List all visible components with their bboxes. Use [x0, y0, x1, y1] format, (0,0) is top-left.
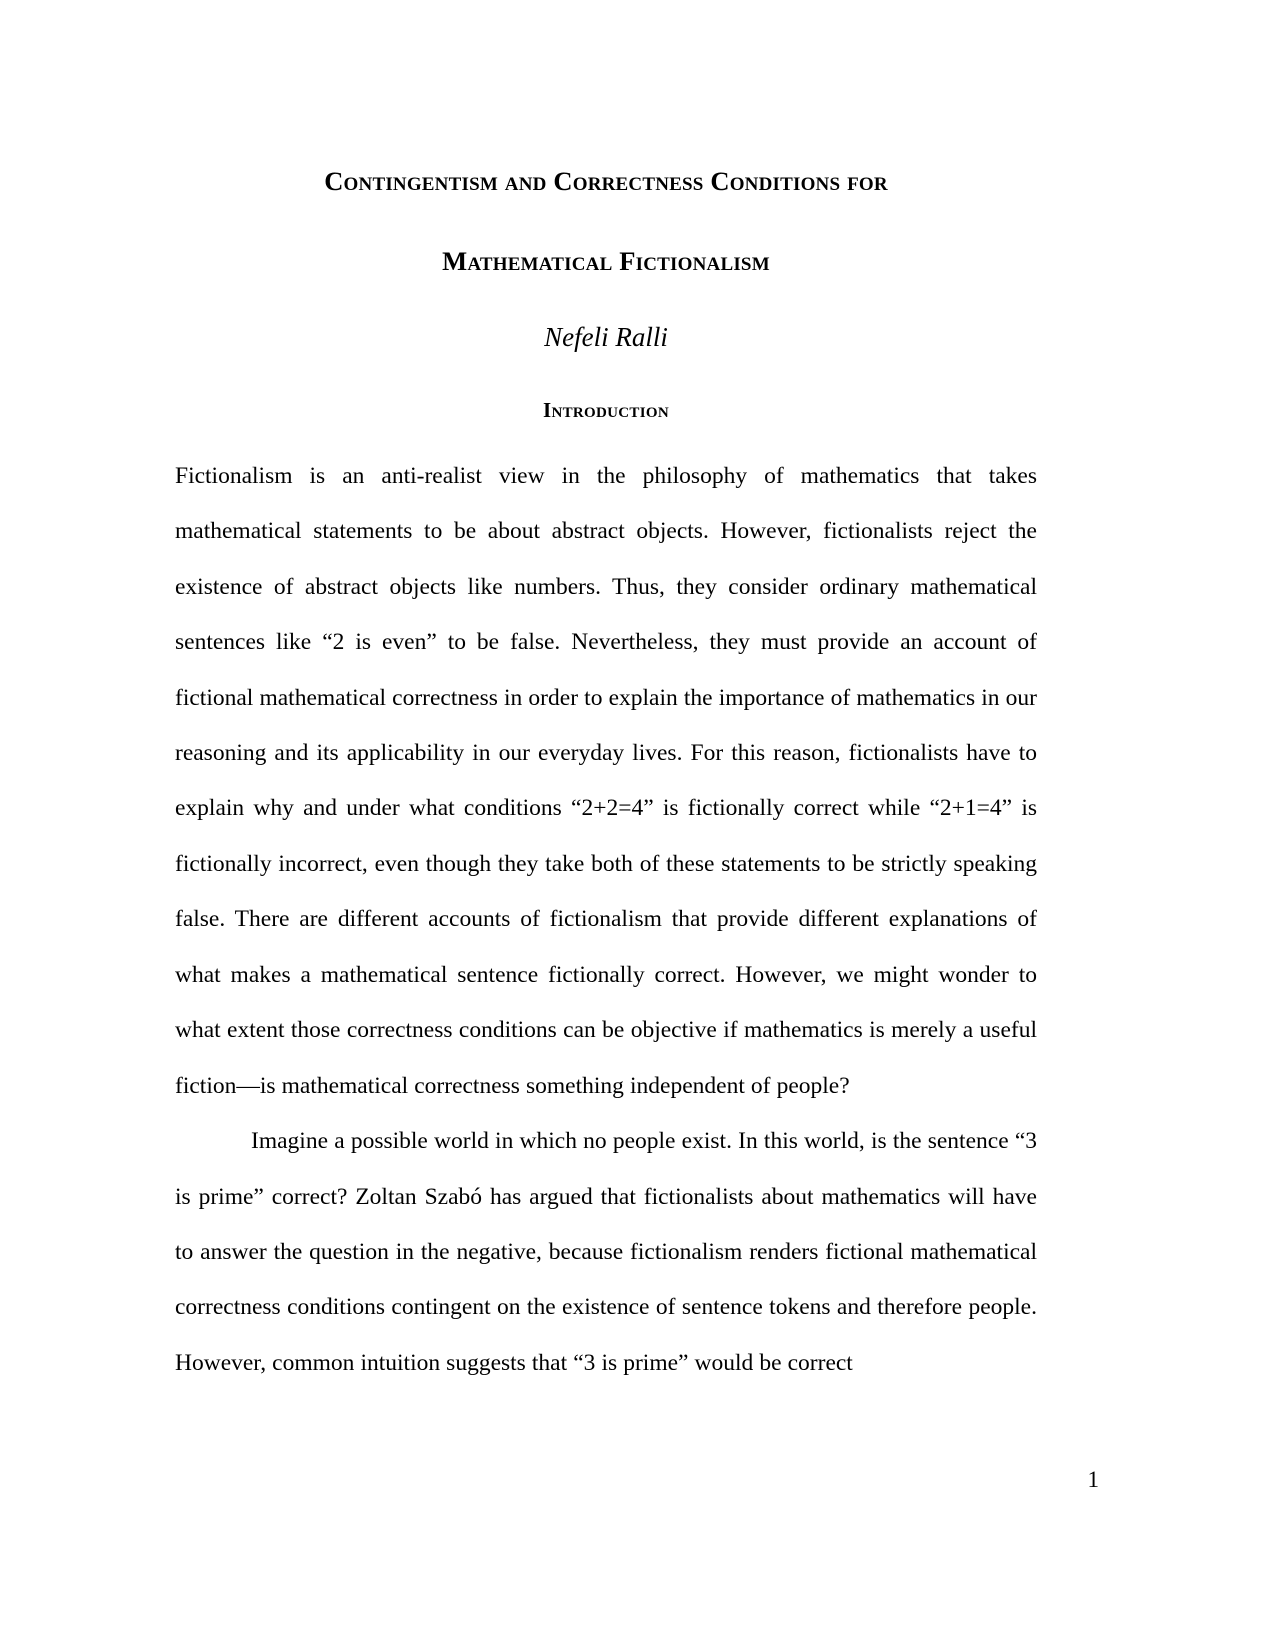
paper-title-line-2: Mathematical Fictionalism	[442, 245, 770, 276]
author-name: Nefeli Ralli	[544, 322, 668, 352]
title-block	[175, 0, 1037, 274]
section-heading-introduction: Introduction	[543, 397, 669, 422]
body-paragraph: Fictionalism is an anti-realist view in the philosophy of mathematics that takes mathematical statements to be about abstract objects. However, fictionalists reject the existence of abstract objects like numbers. Thus, they consider ordinary mathematical sentences like “2 is even” to be false. Nevertheless, they must provide an account of fictional mathematical correctness in order to explain the importance of mathematics in our reasoning and its applicability in our everyday lives. For this reason, fictionalists have to explain why and under what conditions “2+2=4” is fictionally correct while “2+1=4” is fictionally incorrect, even though they take both of these statements to be strictly speaking false. There are different accounts of fictionalism that provide different explanations of what makes a mathematical sentence fictionally correct. However, we might wonder to what extent those correctness conditions can be objective if mathematics is merely a useful fiction—is mathematical correctness something independent of people?	[175, 462, 1037, 1099]
page-number: 1	[1087, 1467, 1099, 1492]
body-paragraph: Imagine a possible world in which no people exist. In this world, is the sentence “3 is prime” correct? Zoltan Szabó has argued that fictionalists about mathematics will have to answer the question in the negative, because fictionalism renders fictional mathematical correctness conditions contingent on the existence of sentence tokens and therefore people. However, common intuition suggests that “3 is prime” would be correct	[175, 1128, 1037, 1376]
page-content-column	[175, 0, 1037, 1391]
paper-title-line-1: Contingentism and Correctness Conditions for	[324, 166, 888, 196]
